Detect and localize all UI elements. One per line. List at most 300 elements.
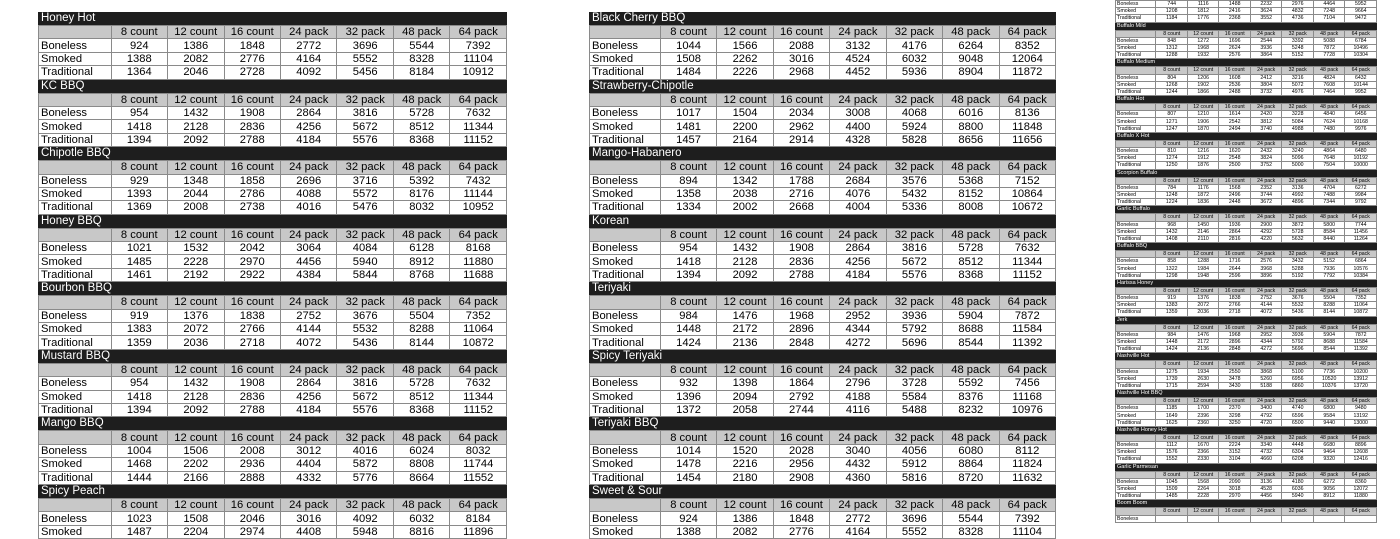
column-header: 24 pack bbox=[830, 498, 886, 511]
price-table bbox=[589, 160, 1056, 215]
style-label: Smoked bbox=[1116, 485, 1156, 492]
header-blank-cell bbox=[1116, 471, 1156, 478]
price-cell: 1461 bbox=[111, 268, 167, 281]
price-cell: 1176 bbox=[1187, 184, 1219, 191]
style-label: Traditional bbox=[1116, 235, 1156, 242]
table-row bbox=[590, 66, 1056, 79]
flavor-section bbox=[1115, 133, 1377, 170]
table-row bbox=[1116, 1, 1377, 8]
price-cell: 1444 bbox=[111, 471, 167, 484]
price-cell: 1936 bbox=[1219, 221, 1251, 228]
price-cell: 3868 bbox=[1250, 368, 1282, 375]
price-cell: 11344 bbox=[450, 390, 507, 403]
table-row bbox=[39, 525, 507, 538]
price-cell: 5924 bbox=[886, 120, 942, 133]
price-cell: 4076 bbox=[830, 187, 886, 200]
price-cell: 7632 bbox=[450, 377, 507, 390]
table-row bbox=[1116, 199, 1377, 206]
price-cell: 3240 bbox=[1282, 148, 1314, 155]
column-header: 24 pack bbox=[280, 363, 336, 376]
price-cell: 6800 bbox=[1313, 405, 1345, 412]
price-cell: 2002 bbox=[717, 201, 773, 214]
style-label: Traditional bbox=[590, 66, 661, 79]
table-row bbox=[590, 52, 1056, 65]
price-cell: 5488 bbox=[886, 403, 942, 416]
price-cell: 1908 bbox=[773, 242, 829, 255]
price-cell: 1418 bbox=[660, 255, 716, 268]
price-cell: 2836 bbox=[224, 390, 280, 403]
price-cell: 8816 bbox=[393, 525, 449, 538]
price-cell: 1870 bbox=[1187, 125, 1219, 132]
price-cell: 2718 bbox=[1219, 309, 1251, 316]
price-cell: 8328 bbox=[393, 52, 449, 65]
price-cell: 1250 bbox=[1156, 162, 1188, 169]
header-row bbox=[1116, 324, 1377, 331]
price-cell: 5576 bbox=[337, 133, 393, 146]
price-cell: 1476 bbox=[1187, 331, 1219, 338]
price-cell: 6208 bbox=[1282, 456, 1314, 463]
price-cell: 4220 bbox=[1250, 235, 1282, 242]
price-cell: 2036 bbox=[168, 336, 224, 349]
price-table bbox=[38, 430, 507, 485]
price-cell: 804 bbox=[1156, 74, 1188, 81]
price-cell: 2864 bbox=[1219, 228, 1251, 235]
price-cell: 2432 bbox=[1250, 148, 1282, 155]
flavor-section bbox=[1115, 243, 1377, 280]
flavor-section bbox=[1115, 280, 1377, 317]
table-row bbox=[590, 512, 1056, 525]
price-cell: 10168 bbox=[1345, 118, 1377, 125]
column-header: 8 count bbox=[660, 498, 716, 511]
price-cell: 11824 bbox=[999, 458, 1055, 471]
column-header: 12 count bbox=[1187, 67, 1219, 74]
flavor-title: Mustard BBQ bbox=[38, 350, 507, 363]
price-cell: 1488 bbox=[1219, 1, 1251, 8]
flavor-title: Teriyaki bbox=[589, 282, 1056, 295]
price-cell: 9464 bbox=[1313, 449, 1345, 456]
price-cell bbox=[1282, 515, 1314, 522]
price-cell: 2596 bbox=[1219, 272, 1251, 279]
price-table bbox=[1115, 397, 1377, 427]
price-cell: 11880 bbox=[450, 255, 507, 268]
price-cell: 9792 bbox=[1345, 199, 1377, 206]
price-cell: 5576 bbox=[337, 403, 393, 416]
table-row bbox=[1116, 302, 1377, 309]
header-row bbox=[39, 93, 507, 106]
column-header: 8 count bbox=[1156, 398, 1188, 405]
price-table bbox=[1115, 360, 1377, 390]
price-cell: 3136 bbox=[1250, 478, 1282, 485]
table-row bbox=[39, 120, 507, 133]
price-cell: 1396 bbox=[660, 390, 716, 403]
flavor-title: Scorpion Buffalo bbox=[1115, 170, 1377, 177]
price-cell: 2896 bbox=[1219, 338, 1251, 345]
price-cell: 13720 bbox=[1345, 382, 1377, 389]
price-cell: 11144 bbox=[450, 187, 507, 200]
column-header: 12 count bbox=[1187, 434, 1219, 441]
price-cell: 3744 bbox=[1250, 191, 1282, 198]
price-cell: 8032 bbox=[393, 201, 449, 214]
column-header: 24 pack bbox=[1250, 30, 1282, 37]
column-header: 48 pack bbox=[1313, 361, 1345, 368]
style-label: Boneless bbox=[1116, 37, 1156, 44]
flavor-title: Buffalo Medium bbox=[1115, 59, 1377, 66]
price-cell: 3672 bbox=[1250, 199, 1282, 206]
price-cell: 5936 bbox=[886, 66, 942, 79]
style-label: Boneless bbox=[1116, 442, 1156, 449]
price-table bbox=[38, 160, 507, 215]
table-row bbox=[39, 174, 507, 187]
column-header: 24 pack bbox=[830, 296, 886, 309]
price-cell: 2232 bbox=[1250, 1, 1282, 8]
price-cell: 4864 bbox=[1313, 148, 1345, 155]
price-cell: 1359 bbox=[111, 336, 167, 349]
style-label: Smoked bbox=[590, 255, 661, 268]
price-table bbox=[589, 430, 1056, 485]
column-header: 32 pack bbox=[1282, 324, 1314, 331]
column-header: 32 pack bbox=[337, 93, 393, 106]
price-cell: 5288 bbox=[1282, 265, 1314, 272]
price-cell: 2786 bbox=[224, 187, 280, 200]
price-cell: 7648 bbox=[1313, 155, 1345, 162]
price-cell: 2728 bbox=[224, 66, 280, 79]
price-cell: 1418 bbox=[111, 390, 167, 403]
price-cell: 1432 bbox=[717, 242, 773, 255]
price-table bbox=[1115, 30, 1377, 60]
price-table bbox=[1115, 250, 1377, 280]
column-header: 32 pack bbox=[886, 93, 942, 106]
price-cell: 1968 bbox=[1187, 44, 1219, 51]
price-cell: 2072 bbox=[1187, 302, 1219, 309]
price-cell: 10496 bbox=[1345, 44, 1377, 51]
style-label: Traditional bbox=[1116, 493, 1156, 500]
price-cell: 2330 bbox=[1187, 456, 1219, 463]
price-cell: 5552 bbox=[337, 52, 393, 65]
price-cell: 12416 bbox=[1345, 456, 1377, 463]
price-cell: 5100 bbox=[1282, 368, 1314, 375]
price-cell: 4164 bbox=[830, 525, 886, 538]
column-header: 64 pack bbox=[1345, 508, 1377, 515]
table-row bbox=[1116, 368, 1377, 375]
column-header: 16 count bbox=[224, 228, 280, 241]
price-cell: 8768 bbox=[393, 268, 449, 281]
price-cell: 1450 bbox=[1187, 221, 1219, 228]
price-cell: 9480 bbox=[1345, 405, 1377, 412]
price-cell: 2360 bbox=[1187, 419, 1219, 426]
column-header: 8 count bbox=[1156, 104, 1188, 111]
price-cell: 10192 bbox=[1345, 155, 1377, 162]
price-cell: 1398 bbox=[717, 377, 773, 390]
price-cell: 1485 bbox=[1156, 493, 1188, 500]
column-header: 24 pack bbox=[280, 228, 336, 241]
price-cell: 11584 bbox=[1345, 338, 1377, 345]
price-cell: 2788 bbox=[224, 133, 280, 146]
price-cell: 2548 bbox=[1219, 155, 1251, 162]
header-row bbox=[1116, 67, 1377, 74]
flavor-section bbox=[1115, 59, 1377, 96]
price-table bbox=[589, 228, 1056, 283]
price-cell: 1248 bbox=[1156, 191, 1188, 198]
price-cell: 8544 bbox=[1313, 346, 1345, 353]
flavor-title: Jerk bbox=[1115, 317, 1377, 324]
style-label: Boneless bbox=[1116, 148, 1156, 155]
price-cell: 1386 bbox=[717, 512, 773, 525]
price-cell: 858 bbox=[1156, 258, 1188, 265]
price-cell: 12072 bbox=[1345, 485, 1377, 492]
price-cell: 1625 bbox=[1156, 419, 1188, 426]
price-cell: 8368 bbox=[943, 268, 999, 281]
column-header: 16 count bbox=[1219, 434, 1251, 441]
table-row bbox=[1116, 478, 1377, 485]
price-cell: 5800 bbox=[1313, 221, 1345, 228]
header-row bbox=[590, 296, 1056, 309]
style-label: Smoked bbox=[590, 52, 661, 65]
style-label: Traditional bbox=[1116, 88, 1156, 95]
price-cell: 7744 bbox=[1345, 221, 1377, 228]
style-label: Traditional bbox=[1116, 272, 1156, 279]
column-header: 32 pack bbox=[1282, 104, 1314, 111]
price-cell: 2836 bbox=[224, 120, 280, 133]
column-header: 48 pack bbox=[1313, 434, 1345, 441]
header-blank-cell bbox=[1116, 251, 1156, 258]
column-header: 8 count bbox=[111, 93, 167, 106]
column-header: 24 pack bbox=[280, 296, 336, 309]
price-cell: 1334 bbox=[660, 201, 716, 214]
header-row bbox=[39, 161, 507, 174]
price-cell: 1359 bbox=[1156, 309, 1188, 316]
flavor-title: Mango BBQ bbox=[38, 417, 507, 430]
price-cell: 2766 bbox=[224, 323, 280, 336]
price-cell: 11104 bbox=[999, 525, 1055, 538]
flavor-section bbox=[589, 417, 1056, 485]
price-cell: 3752 bbox=[1250, 162, 1282, 169]
header-blank-cell bbox=[1116, 67, 1156, 74]
price-cell: 2936 bbox=[224, 458, 280, 471]
price-cell: 11104 bbox=[450, 52, 507, 65]
price-cell: 5940 bbox=[1282, 493, 1314, 500]
price-cell: 6024 bbox=[393, 444, 449, 457]
price-cell: 5532 bbox=[337, 323, 393, 336]
price-cell: 10872 bbox=[450, 336, 507, 349]
column-header: 32 pack bbox=[337, 296, 393, 309]
price-cell: 4524 bbox=[830, 52, 886, 65]
price-cell: 8808 bbox=[393, 458, 449, 471]
column-header: 12 count bbox=[1187, 214, 1219, 221]
column-header: 16 count bbox=[224, 431, 280, 444]
price-cell: 10200 bbox=[1345, 368, 1377, 375]
price-cell: 5696 bbox=[886, 336, 942, 349]
column-header: 16 count bbox=[1219, 104, 1251, 111]
price-cell: 5776 bbox=[337, 471, 393, 484]
price-cell: 2416 bbox=[1219, 8, 1251, 15]
column-header: 48 pack bbox=[393, 228, 449, 241]
price-cell: 784 bbox=[1156, 184, 1188, 191]
price-cell: 6016 bbox=[943, 106, 999, 119]
column-header: 32 pack bbox=[337, 498, 393, 511]
price-cell: 2366 bbox=[1187, 449, 1219, 456]
column-header: 32 pack bbox=[886, 228, 942, 241]
price-cell: 11064 bbox=[450, 323, 507, 336]
column-header: 48 pack bbox=[1313, 30, 1345, 37]
price-cell: 1858 bbox=[224, 174, 280, 187]
style-label: Smoked bbox=[39, 52, 112, 65]
price-cell: 4408 bbox=[280, 525, 336, 538]
price-cell: 4328 bbox=[830, 133, 886, 146]
price-cell: 4456 bbox=[1250, 493, 1282, 500]
price-cell: 9664 bbox=[1345, 8, 1377, 15]
column-header: 16 count bbox=[1219, 471, 1251, 478]
table-row bbox=[590, 120, 1056, 133]
header-row bbox=[39, 431, 507, 444]
flavor-section bbox=[38, 147, 507, 215]
style-label: Smoked bbox=[39, 255, 112, 268]
column-header: 8 count bbox=[1156, 324, 1188, 331]
column-header: 16 count bbox=[224, 161, 280, 174]
column-header: 32 pack bbox=[337, 228, 393, 241]
price-cell: 1476 bbox=[717, 309, 773, 322]
table-row bbox=[1116, 118, 1377, 125]
column-header: 8 count bbox=[660, 228, 716, 241]
price-cell: 2772 bbox=[280, 39, 336, 52]
flavor-title: Honey Hot bbox=[38, 12, 507, 25]
price-cell: 4344 bbox=[1250, 338, 1282, 345]
price-cell: 4164 bbox=[280, 52, 336, 65]
header-blank-cell bbox=[39, 363, 112, 376]
price-cell: 4072 bbox=[280, 336, 336, 349]
price-cell: 1014 bbox=[660, 444, 716, 457]
column-header: 64 pack bbox=[1345, 177, 1377, 184]
column-header: 48 pack bbox=[393, 161, 449, 174]
style-label: Traditional bbox=[1116, 456, 1156, 463]
price-cell: 10520 bbox=[1313, 375, 1345, 382]
table-row bbox=[1116, 52, 1377, 59]
header-row bbox=[590, 363, 1056, 376]
price-cell: 5476 bbox=[337, 201, 393, 214]
price-cell: 1670 bbox=[1187, 442, 1219, 449]
price-cell: 3132 bbox=[830, 39, 886, 52]
price-cell: 3936 bbox=[1250, 44, 1282, 51]
price-cell: 1649 bbox=[1156, 412, 1188, 419]
column-header: 64 pack bbox=[450, 498, 507, 511]
price-cell: 8584 bbox=[1313, 228, 1345, 235]
price-table bbox=[589, 25, 1056, 80]
column-header: 16 count bbox=[224, 498, 280, 511]
header-row bbox=[1116, 177, 1377, 184]
table-row bbox=[39, 187, 507, 200]
column-header: 16 count bbox=[1219, 508, 1251, 515]
price-cell: 7464 bbox=[1313, 88, 1345, 95]
column-header: 64 pack bbox=[1345, 434, 1377, 441]
price-cell: 7480 bbox=[1313, 125, 1345, 132]
price-cell: 6080 bbox=[943, 444, 999, 457]
price-cell: 1116 bbox=[1187, 1, 1219, 8]
price-cell: 7152 bbox=[999, 174, 1055, 187]
flavor-section bbox=[38, 485, 507, 539]
header-blank-cell bbox=[39, 296, 112, 309]
price-cell: 1386 bbox=[168, 39, 224, 52]
price-cell: 5632 bbox=[1282, 235, 1314, 242]
price-cell: 1216 bbox=[1187, 148, 1219, 155]
price-cell: 8112 bbox=[999, 444, 1055, 457]
table-row bbox=[1116, 272, 1377, 279]
price-cell: 5728 bbox=[393, 377, 449, 390]
price-cell: 2766 bbox=[1219, 302, 1251, 309]
column-header: 8 count bbox=[1156, 287, 1188, 294]
price-cell: 3040 bbox=[830, 444, 886, 457]
price-cell: 5584 bbox=[886, 390, 942, 403]
price-cell: 1383 bbox=[111, 323, 167, 336]
table-row bbox=[1116, 338, 1377, 345]
price-cell: 4084 bbox=[337, 242, 393, 255]
price-cell: 8656 bbox=[943, 133, 999, 146]
column-header: 24 pack bbox=[1250, 67, 1282, 74]
price-cell: 1454 bbox=[660, 471, 716, 484]
table-row bbox=[1116, 419, 1377, 426]
price-cell: 4188 bbox=[830, 390, 886, 403]
price-cell: 9048 bbox=[943, 52, 999, 65]
price-cell: 1838 bbox=[224, 309, 280, 322]
price-cell: 7624 bbox=[1313, 118, 1345, 125]
column-header: 24 pack bbox=[1250, 104, 1282, 111]
price-cell: 5728 bbox=[943, 242, 999, 255]
price-cell: 3064 bbox=[280, 242, 336, 255]
price-cell: 3400 bbox=[1250, 405, 1282, 412]
table-row bbox=[1116, 155, 1377, 162]
price-cell: 8912 bbox=[393, 255, 449, 268]
style-label: Smoked bbox=[1116, 191, 1156, 198]
column-header: 8 count bbox=[1156, 177, 1188, 184]
column-header: 32 pack bbox=[1282, 67, 1314, 74]
price-cell: 1271 bbox=[1156, 118, 1188, 125]
price-cell: 8176 bbox=[393, 187, 449, 200]
price-cell: 4404 bbox=[280, 458, 336, 471]
price-cell: 4016 bbox=[337, 444, 393, 457]
price-cell: 1298 bbox=[1156, 272, 1188, 279]
price-table bbox=[38, 228, 507, 283]
style-label: Boneless bbox=[1116, 74, 1156, 81]
header-blank-cell bbox=[590, 431, 661, 444]
column-header: 12 count bbox=[168, 498, 224, 511]
column-header: 24 pack bbox=[1250, 508, 1282, 515]
price-sheet-left-column bbox=[38, 12, 507, 538]
price-cell: 10376 bbox=[1313, 382, 1345, 389]
price-cell: 3576 bbox=[886, 174, 942, 187]
price-cell: 3430 bbox=[1219, 382, 1251, 389]
price-cell: 8800 bbox=[943, 120, 999, 133]
column-header: 32 pack bbox=[1282, 361, 1314, 368]
style-label: Boneless bbox=[39, 512, 112, 525]
column-header: 32 pack bbox=[1282, 30, 1314, 37]
table-row bbox=[1116, 331, 1377, 338]
price-cell: 984 bbox=[660, 309, 716, 322]
price-cell: 7872 bbox=[1345, 331, 1377, 338]
column-header: 32 pack bbox=[886, 363, 942, 376]
price-cell: 1576 bbox=[1156, 449, 1188, 456]
price-cell: 11152 bbox=[999, 268, 1055, 281]
price-cell: 8032 bbox=[450, 444, 507, 457]
price-cell: 4360 bbox=[830, 471, 886, 484]
table-row bbox=[39, 309, 507, 322]
price-cell: 5592 bbox=[943, 377, 999, 390]
price-cell: 2496 bbox=[1219, 191, 1251, 198]
flavor-section bbox=[1115, 353, 1377, 390]
table-row bbox=[1116, 125, 1377, 132]
flavor-section bbox=[589, 350, 1056, 418]
price-cell: 1394 bbox=[660, 268, 716, 281]
price-cell: 4720 bbox=[1250, 419, 1282, 426]
table-row bbox=[590, 525, 1056, 538]
price-cell: 10304 bbox=[1345, 52, 1377, 59]
